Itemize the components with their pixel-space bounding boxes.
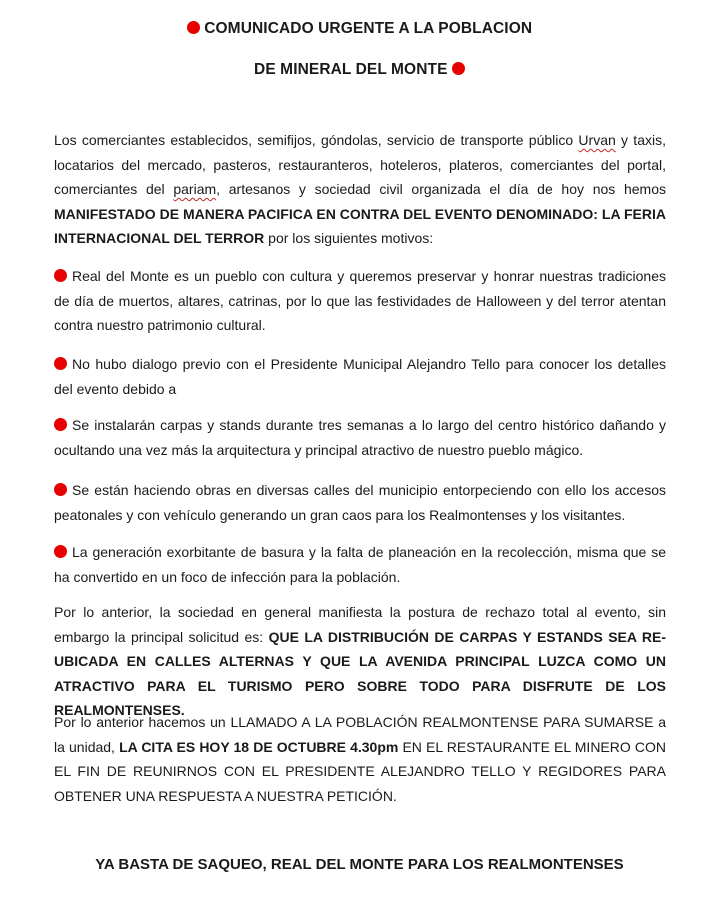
bullet-item xyxy=(54,478,666,527)
title-text-2: DE MINERAL DEL MONTE xyxy=(254,61,448,78)
intro-text-1: Los comerciantes establecidos, semifijos, góndolas, servicio de transporte público xyxy=(54,132,579,148)
bullet-item xyxy=(54,264,666,338)
intro-text-4: por los siguientes motivos: xyxy=(264,230,434,247)
intro-text-2: y taxis, locatarios del mercado, pasteros, restauranteros, hoteleros, plateros, comerciantes del portal, comerciantes del xyxy=(54,132,666,198)
bullet-text: No hubo dialogo previo con el Presidente Municipal Alejandro Tello para conocer los detalles del evento debido a xyxy=(54,356,666,397)
footer-slogan: YA BASTA DE SAQUEO, REAL DEL MONTE PARA LOS REALMONTENSES xyxy=(95,856,624,873)
bullet-text: La generación exorbitante de basura y la falta de planeación en la recolección, misma que se ha convertido en un foco de infección para la población. xyxy=(54,544,666,585)
bullet-item xyxy=(54,413,666,462)
request-bold: QUE LA DISTRIBUCIÓN DE CARPAS Y ESTANDS SEA RE-UBICADA EN CALLES ALTERNAS Y QUE LA AVENIDA PRINCIPAL LUZCA COMO UN ATRACTIVO PARA EL TURISMO PERO SOBRE TODO PARA DISFRUTE DE LOS REALMONTENSES. xyxy=(54,628,666,719)
bullet-item xyxy=(54,540,666,589)
red-dot-icon xyxy=(54,357,67,370)
intro-pariam: pariam xyxy=(173,181,217,198)
red-dot-icon xyxy=(54,269,67,282)
intro-urvan: Urvan xyxy=(578,132,616,148)
call-bold: LA CITA ES HOY 18 DE OCTUBRE 4.30pm xyxy=(119,738,399,755)
red-dot-icon xyxy=(54,418,67,431)
intro-bold: MANIFESTADO DE MANERA PACIFICA EN CONTRA DEL EVENTO DENOMINADO: LA FERIA INTERNACIONAL DEL TERROR xyxy=(54,205,666,247)
bullet-text: Real del Monte es un pueblo con cultura y queremos preservar y honrar nuestras tradiciones de día de muertos, altares, catrinas, por lo que las festividades de Halloween y del terror atentan contra nuestro patrimonio cultural. xyxy=(54,268,666,334)
title-line-1 xyxy=(0,20,719,38)
title-line-2 xyxy=(0,61,719,79)
intro-paragraph xyxy=(54,128,666,251)
bullet-text: Se están haciendo obras en diversas calles del municipio entorpeciendo con ello los accesos peatonales y con vehículo generando un gran caos para los Realmontenses y los visitantes. xyxy=(54,482,666,523)
intro-text-3: , artesanos y sociedad civil organizada el día de hoy nos hemos xyxy=(216,181,667,198)
request-text: Por lo anterior, la sociedad en general manifiesta la postura de rechazo total al evento, sin embargo la principal solicitud es: xyxy=(54,604,666,645)
call-text-2: EN EL RESTAURANTE EL MINERO CON EL FIN DE REUNIRNOS CON EL PRESIDENTE ALEJANDRO TELLO Y REGIDORES PARA OBTENER UNA RESPUESTA A NUESTRA PETICIÓN. xyxy=(54,738,666,804)
bullet-text: Se instalarán carpas y stands durante tres semanas a lo largo del centro histórico dañando y ocultando una vez más la arquitectura y principal atractivo de nuestro pueblo mágico. xyxy=(54,417,666,458)
red-dot-icon xyxy=(54,545,67,558)
red-dot-icon xyxy=(452,62,465,75)
call-paragraph xyxy=(54,710,666,808)
call-text-1: Por lo anterior hacemos un LLAMADO A LA POBLACIÓN REALMONTENSE PARA SUMARSE a la unidad, xyxy=(54,714,666,755)
title-text-1: COMUNICADO URGENTE A LA POBLACION xyxy=(204,20,533,37)
red-dot-icon xyxy=(54,483,67,496)
bullet-item xyxy=(54,352,666,401)
red-dot-icon xyxy=(187,21,200,34)
request-paragraph xyxy=(54,600,666,723)
